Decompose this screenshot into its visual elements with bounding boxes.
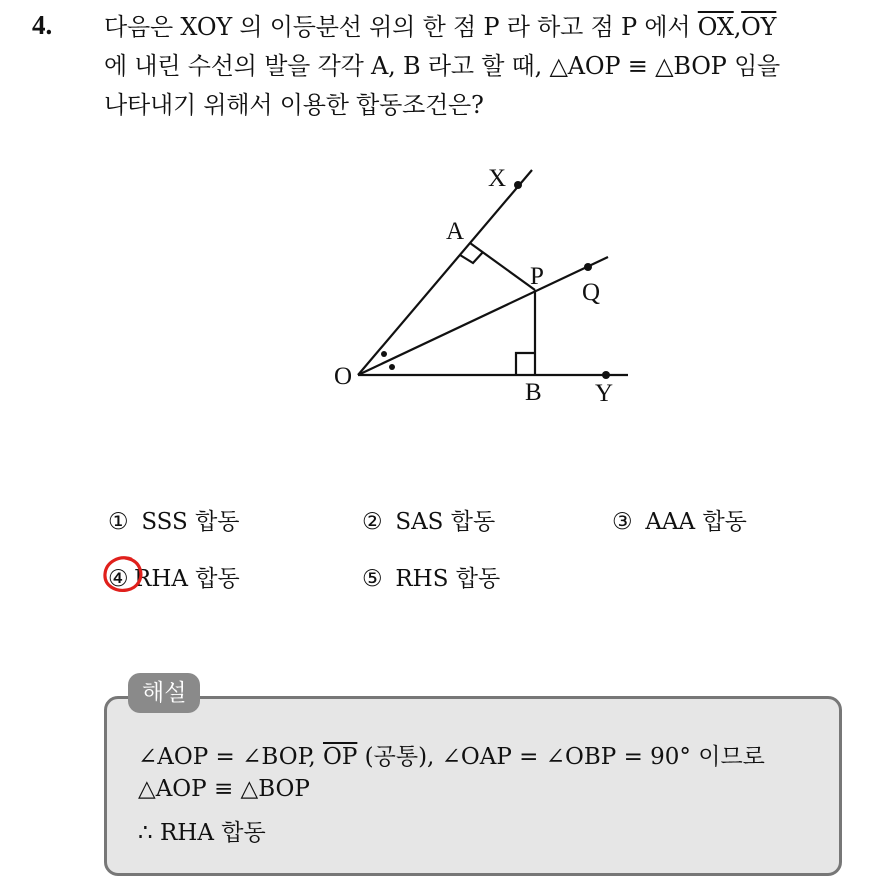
option-2[interactable]: ② SAS 합동: [362, 509, 496, 535]
ray-ox: [358, 170, 532, 375]
question-line-3: 나타내기 위해서 이용한 합동조건은?: [104, 91, 484, 119]
option-1[interactable]: ① SSS 합동: [108, 509, 240, 535]
segment-ap: [470, 243, 535, 290]
question-line-2: 에 내린 수선의 발을 각각 A, B 라고 할 때, △AOP ≡ △BOP 임을: [104, 52, 781, 80]
segment-oy: $\overline{OY}$: [741, 13, 777, 41]
point-y: [602, 371, 610, 379]
question-text: [104, 8, 864, 125]
answer-circle-mark: [101, 554, 145, 594]
option-4[interactable]: ④ RHA 합동: [108, 566, 240, 592]
solution-line-3: ∴ RHA 합동: [138, 820, 266, 846]
point-x: [514, 181, 522, 189]
angle-dot-upper: [381, 351, 387, 357]
question-line-1: 다음은 XOY 의 이등분선 위의 한 점 P 라 하고 점 P 에서 $\overline{OX},\overline{OY}$: [104, 13, 777, 41]
solution-line-1: ∠AOP = ∠BOP, $\overline{OP}$ (공통), ∠OAP = ∠OBP = 90° 이므로: [138, 744, 765, 770]
point-q: [584, 263, 592, 271]
label-b: B: [525, 379, 542, 406]
ray-oq: [358, 257, 608, 375]
label-q: Q: [582, 279, 601, 306]
solution-tag: 해설: [128, 673, 200, 713]
label-a: A: [446, 218, 465, 245]
right-angle-a: [460, 252, 483, 263]
question-number: 4.: [32, 10, 53, 40]
label-y: Y: [595, 380, 614, 407]
label-p: P: [530, 263, 544, 290]
solution-line-2: △AOP ≡ △BOP: [138, 776, 310, 802]
option-3[interactable]: ③ AAA 합동: [612, 509, 747, 535]
angle-dot-lower: [389, 364, 395, 370]
option-5[interactable]: ⑤ RHS 합동: [362, 566, 501, 592]
segment-op: $\overline{OP}$: [323, 744, 358, 770]
segment-ox: $\overline{OX}$: [697, 13, 734, 41]
geometry-figure: [320, 160, 640, 410]
right-angle-b: [516, 353, 535, 375]
label-x: X: [488, 165, 507, 192]
label-o: O: [334, 363, 353, 390]
